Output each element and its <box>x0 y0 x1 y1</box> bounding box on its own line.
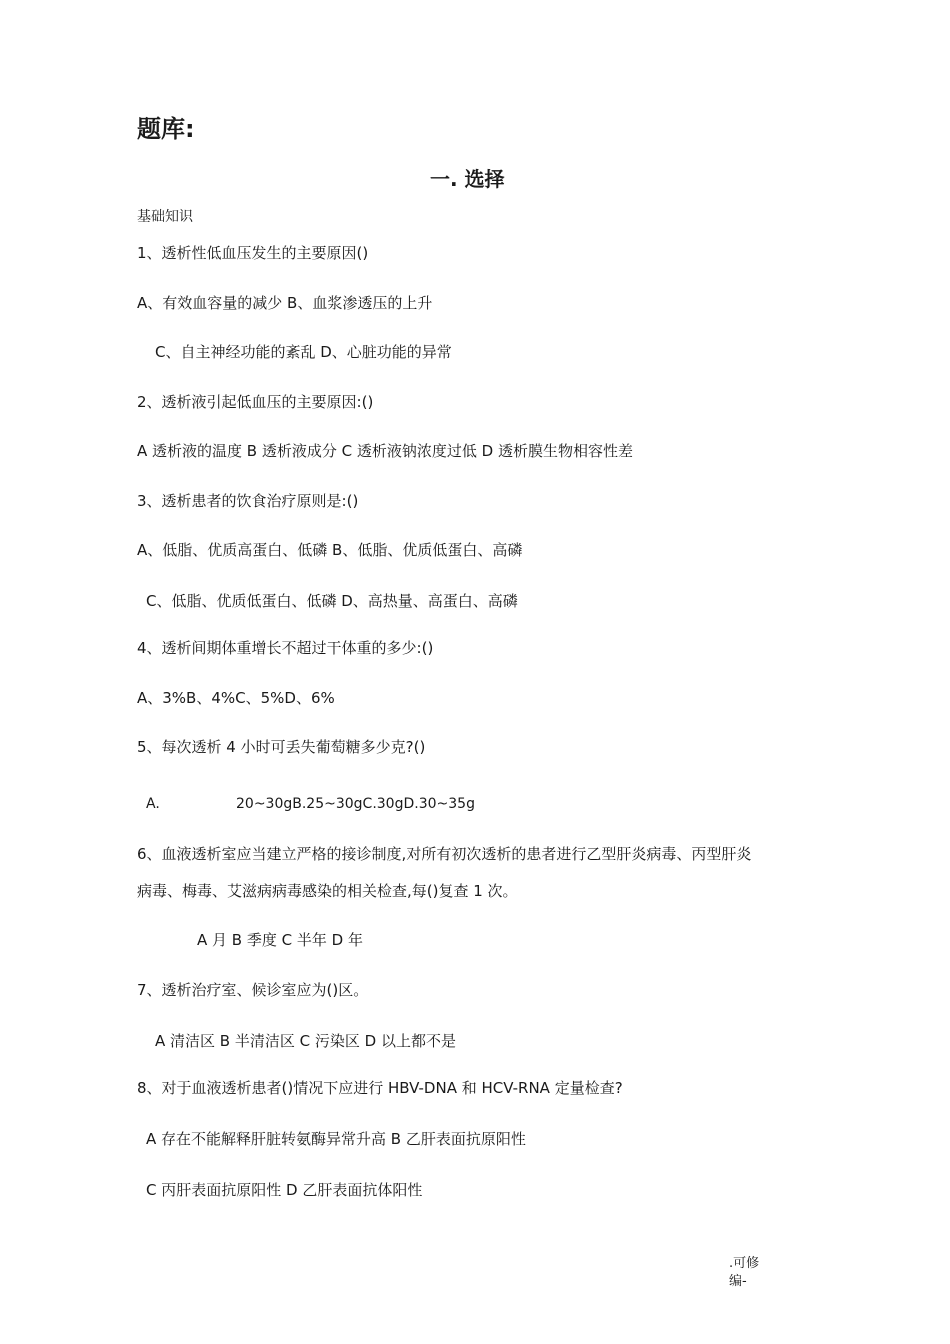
question-2-options: A 透析液的温度 B 透析液成分 C 透析液钠浓度过低 D 透析膜生物相容性差 <box>137 442 633 460</box>
question-5: 5、每次透析 4 小时可丢失葡萄糖多少克?() <box>137 738 426 756</box>
category-label: 基础知识 <box>137 209 193 225</box>
question-6-options: A 月 B 季度 C 半年 D 年 <box>197 931 363 949</box>
question-7: 7、透析治疗室、候诊室应为()区。 <box>137 981 369 999</box>
question-3-options-cd: C、低脂、优质低蛋白、低磷 D、高热量、高蛋白、高磷 <box>146 592 518 610</box>
question-4-options: A、3%B、4%C、5%D、6% <box>137 689 335 707</box>
question-3-options-ab: A、低脂、优质高蛋白、低磷 B、低脂、优质低蛋白、高磷 <box>137 541 523 559</box>
question-3: 3、透析患者的饮食治疗原则是:() <box>137 492 359 510</box>
question-8-options-ab: A 存在不能解释肝脏转氨酶异常升高 B 乙肝表面抗原阳性 <box>146 1130 526 1148</box>
question-8: 8、对于血液透析患者()情况下应进行 HBV-DNA 和 HCV-RNA 定量检查? <box>137 1079 623 1097</box>
question-6-line-2: 病毒、梅毒、艾滋病病毒感染的相关检查,每()复查 1 次。 <box>137 882 518 900</box>
question-4: 4、透析间期体重增长不超过干体重的多少:() <box>137 639 434 657</box>
question-1: 1、透析性低血压发生的主要原因() <box>137 244 369 262</box>
question-1-options-cd: C、自主神经功能的紊乱 D、心脏功能的异常 <box>155 343 452 361</box>
question-5-option-marker: A. <box>146 796 160 812</box>
question-2: 2、透析液引起低血压的主要原因:() <box>137 393 374 411</box>
section-heading: 一. 选择 <box>430 167 505 191</box>
question-6-line-1: 6、血液透析室应当建立严格的接诊制度,对所有初次透析的患者进行乙型肝炎病毒、丙型肝炎 <box>137 845 752 863</box>
question-7-options: A 清洁区 B 半清洁区 C 污染区 D 以上都不是 <box>155 1032 456 1050</box>
question-8-options-cd: C 丙肝表面抗原阳性 D 乙肝表面抗体阳性 <box>146 1181 423 1199</box>
question-1-options-ab: A、有效血容量的减少 B、血浆渗透压的上升 <box>137 294 433 312</box>
footer-line-2: 编- <box>729 1274 747 1289</box>
question-5-options: 20~30gB.25~30gC.30gD.30~35g <box>236 796 475 812</box>
footer-line-1: .可修 <box>729 1256 760 1271</box>
page-title: 题库: <box>137 115 195 143</box>
